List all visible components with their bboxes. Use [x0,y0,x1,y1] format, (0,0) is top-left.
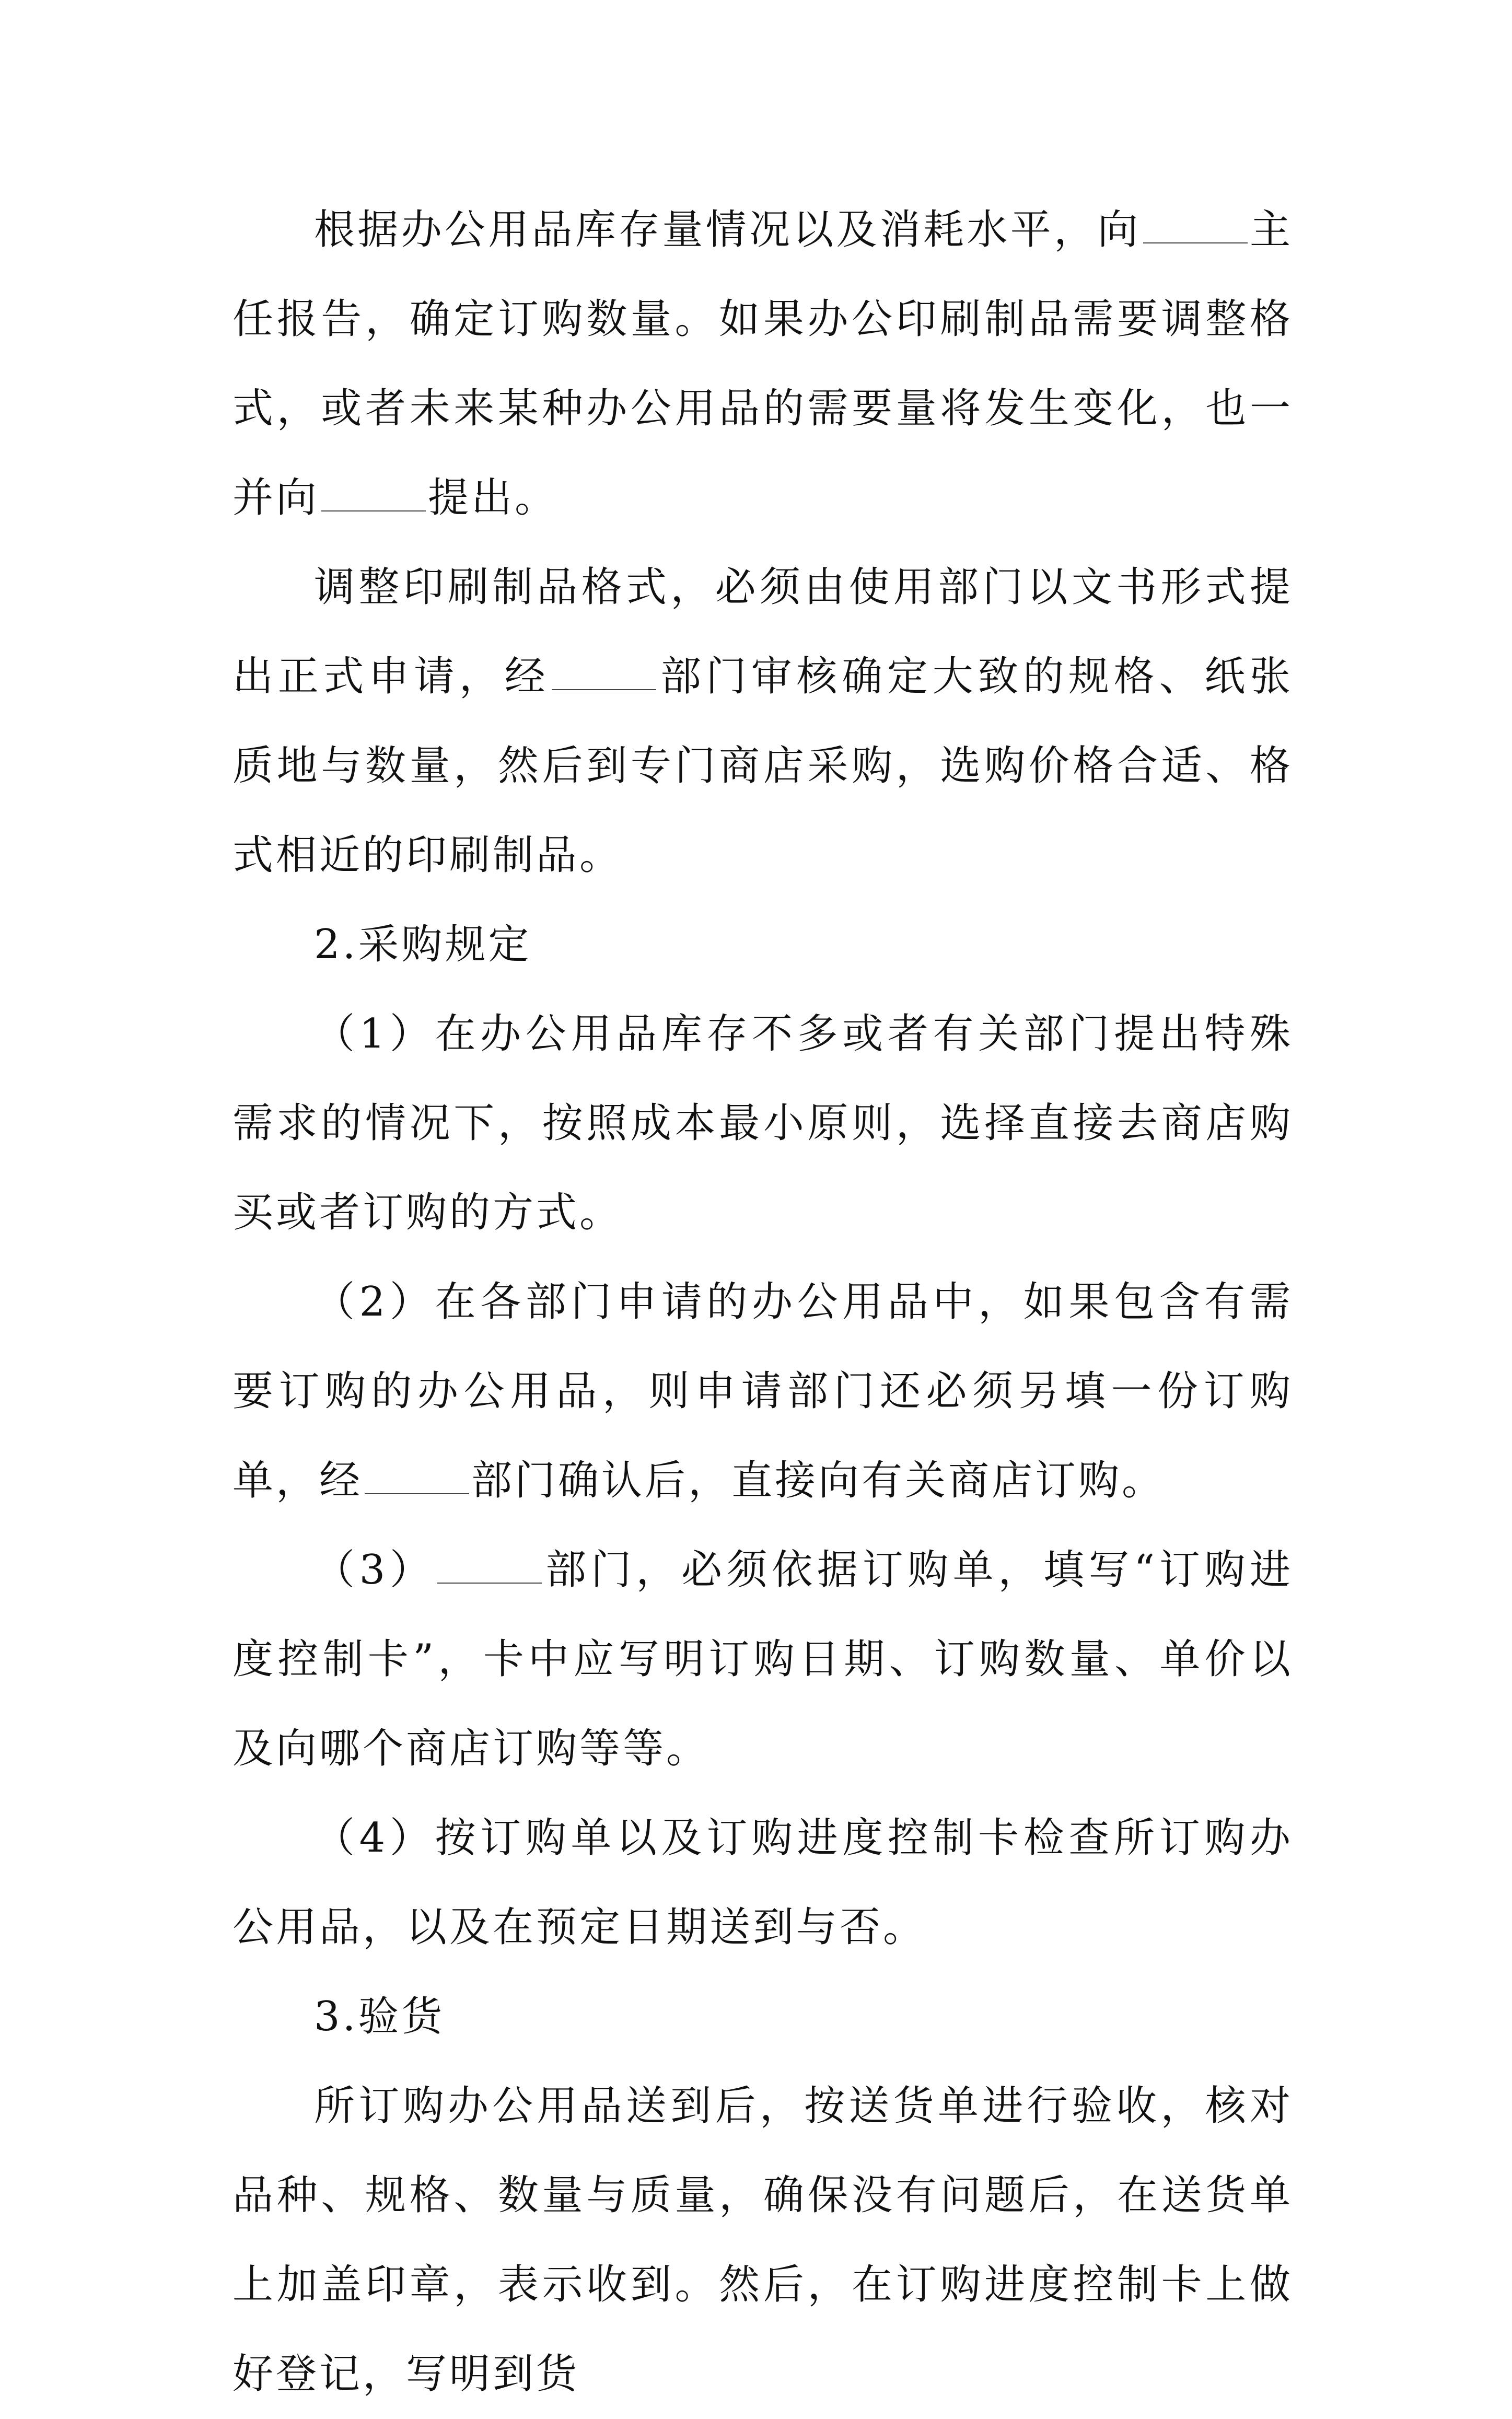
paragraph-text: 主任报告，确定订购数量。如果办公印刷制品需要调整格式，或者未来某种办公用品的需要量将发生变化，也一并向 [232,206,1293,521]
list-item-4 [232,1794,1293,1972]
paragraph-inventory-report [232,185,1293,543]
list-item-text: （1）在办公用品库存不多或者有关部门提出特殊需求的情况下，按照成本最小原则，选择直接去商店购买或者订购的方式。 [232,1010,1293,1236]
list-item-2 [232,1258,1293,1526]
list-item-text: 部门确认后，直接向有关商店订购。 [471,1457,1166,1504]
section-heading-procurement: 2.采购规定 [314,921,532,968]
list-item-text: （2）在各部门申请的办公用品中，如果包含有需要订购的办公用品，则申请部门还必须另填一份订购单，经 [232,1278,1293,1504]
fill-in-blank [365,1462,469,1494]
paragraph-text: 调整印刷制品格式，必须由使用部门以文书形式提出正式申请，经 [232,564,1293,700]
paragraph-text: 提出。 [428,474,559,521]
fill-in-blank [1143,211,1248,243]
paragraph-format-adjustment [232,543,1293,900]
paragraph-inspection: 所订购办公用品送到后，按送货单进行验收，核对品种、规格、数量与质量，确保没有问题后，在送货单上加盖印章，表示收到。然后，在订购进度控制卡上做好登记，写明到货 [232,2083,1293,2398]
document-body [232,185,1293,2419]
paragraph-text: 部门审核确定大致的规格、纸张质地与数量，然后到专门商店采购，选购价格合适、格式相近的印刷制品。 [232,653,1293,879]
section-heading-inspection: 3.验货 [314,1993,445,2040]
fill-in-blank [437,1551,542,1584]
list-item-text: （3） [314,1546,435,1594]
list-item-text: 部门，必须依据订购单，填写“订购进度控制卡”，卡中应写明订购日期、订购数量、单价以及向哪个商店订购等等。 [232,1546,1293,1772]
paragraph-text: 根据办公用品库存量情况以及消耗水平，向 [314,206,1141,253]
list-item-1 [232,990,1293,1258]
list-item-3 [232,1526,1293,1794]
fill-in-blank [321,479,426,511]
list-item-text: （4）按订购单以及订购进度控制卡检查所订购办公用品，以及在预定日期送到与否。 [232,1815,1293,1951]
fill-in-blank [552,658,656,690]
